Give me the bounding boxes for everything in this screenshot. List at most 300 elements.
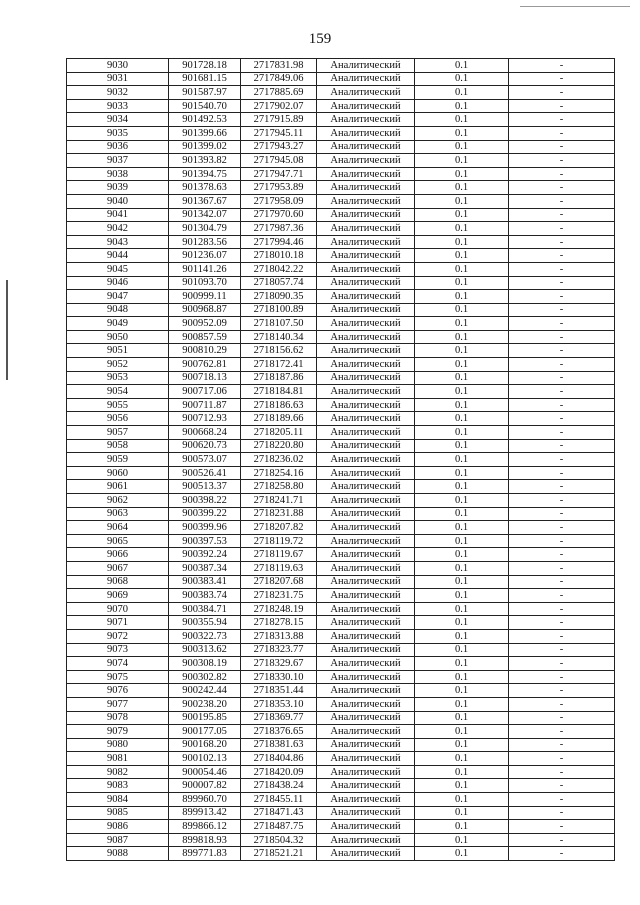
y-coordinate-cell: 2718455.11 xyxy=(241,793,317,807)
table-row xyxy=(67,59,615,73)
method-cell: Аналитический xyxy=(317,303,415,317)
table-row xyxy=(67,72,615,86)
method-cell: Аналитический xyxy=(317,684,415,698)
note-cell: - xyxy=(509,589,615,603)
y-coordinate-cell: 2718258.80 xyxy=(241,480,317,494)
method-cell: Аналитический xyxy=(317,738,415,752)
x-coordinate-cell: 900313.62 xyxy=(169,643,241,657)
y-coordinate-cell: 2718010.18 xyxy=(241,249,317,263)
y-coordinate-cell: 2718351.44 xyxy=(241,684,317,698)
accuracy-cell: 0.1 xyxy=(415,806,509,820)
point-number-cell: 9059 xyxy=(67,453,169,467)
x-coordinate-cell: 901399.02 xyxy=(169,140,241,154)
accuracy-cell: 0.1 xyxy=(415,249,509,263)
x-coordinate-cell: 901236.07 xyxy=(169,249,241,263)
point-number-cell: 9050 xyxy=(67,330,169,344)
y-coordinate-cell: 2718376.65 xyxy=(241,725,317,739)
table-row xyxy=(67,344,615,358)
y-coordinate-cell: 2717987.36 xyxy=(241,222,317,236)
y-coordinate-cell: 2717947.71 xyxy=(241,167,317,181)
y-coordinate-cell: 2718184.81 xyxy=(241,385,317,399)
note-cell: - xyxy=(509,385,615,399)
point-number-cell: 9037 xyxy=(67,154,169,168)
note-cell: - xyxy=(509,154,615,168)
y-coordinate-cell: 2718140.34 xyxy=(241,330,317,344)
x-coordinate-cell: 900399.96 xyxy=(169,521,241,535)
point-number-cell: 9079 xyxy=(67,725,169,739)
accuracy-cell: 0.1 xyxy=(415,616,509,630)
note-cell: - xyxy=(509,72,615,86)
method-cell: Аналитический xyxy=(317,194,415,208)
accuracy-cell: 0.1 xyxy=(415,629,509,643)
point-number-cell: 9086 xyxy=(67,820,169,834)
accuracy-cell: 0.1 xyxy=(415,820,509,834)
y-coordinate-cell: 2718231.88 xyxy=(241,507,317,521)
table-row xyxy=(67,548,615,562)
table-row xyxy=(67,738,615,752)
note-cell: - xyxy=(509,738,615,752)
method-cell: Аналитический xyxy=(317,833,415,847)
point-number-cell: 9038 xyxy=(67,167,169,181)
table-row xyxy=(67,126,615,140)
accuracy-cell: 0.1 xyxy=(415,711,509,725)
note-cell: - xyxy=(509,303,615,317)
note-cell: - xyxy=(509,806,615,820)
table-row xyxy=(67,466,615,480)
point-number-cell: 9049 xyxy=(67,317,169,331)
y-coordinate-cell: 2718313.88 xyxy=(241,629,317,643)
x-coordinate-cell: 900952.09 xyxy=(169,317,241,331)
y-coordinate-cell: 2718220.80 xyxy=(241,439,317,453)
note-cell: - xyxy=(509,276,615,290)
y-coordinate-cell: 2717915.89 xyxy=(241,113,317,127)
x-coordinate-cell: 899960.70 xyxy=(169,793,241,807)
accuracy-cell: 0.1 xyxy=(415,126,509,140)
point-number-cell: 9078 xyxy=(67,711,169,725)
table-row xyxy=(67,154,615,168)
point-number-cell: 9036 xyxy=(67,140,169,154)
accuracy-cell: 0.1 xyxy=(415,86,509,100)
x-coordinate-cell: 901342.07 xyxy=(169,208,241,222)
accuracy-cell: 0.1 xyxy=(415,548,509,562)
point-number-cell: 9084 xyxy=(67,793,169,807)
table-row xyxy=(67,616,615,630)
note-cell: - xyxy=(509,752,615,766)
y-coordinate-cell: 2718057.74 xyxy=(241,276,317,290)
method-cell: Аналитический xyxy=(317,534,415,548)
table-row xyxy=(67,426,615,440)
method-cell: Аналитический xyxy=(317,657,415,671)
note-cell: - xyxy=(509,249,615,263)
note-cell: - xyxy=(509,697,615,711)
y-coordinate-cell: 2718438.24 xyxy=(241,779,317,793)
accuracy-cell: 0.1 xyxy=(415,412,509,426)
note-cell: - xyxy=(509,59,615,73)
point-number-cell: 9054 xyxy=(67,385,169,399)
method-cell: Аналитический xyxy=(317,521,415,535)
y-coordinate-cell: 2717994.46 xyxy=(241,235,317,249)
note-cell: - xyxy=(509,86,615,100)
point-number-cell: 9043 xyxy=(67,235,169,249)
y-coordinate-cell: 2718236.02 xyxy=(241,453,317,467)
table-row xyxy=(67,657,615,671)
method-cell: Аналитический xyxy=(317,330,415,344)
x-coordinate-cell: 901367.67 xyxy=(169,194,241,208)
point-number-cell: 9075 xyxy=(67,670,169,684)
table-row xyxy=(67,317,615,331)
table-row xyxy=(67,371,615,385)
x-coordinate-cell: 900168.20 xyxy=(169,738,241,752)
x-coordinate-cell: 900712.93 xyxy=(169,412,241,426)
table-row xyxy=(67,167,615,181)
x-coordinate-cell: 901304.79 xyxy=(169,222,241,236)
x-coordinate-cell: 900717.06 xyxy=(169,385,241,399)
method-cell: Аналитический xyxy=(317,235,415,249)
note-cell: - xyxy=(509,643,615,657)
method-cell: Аналитический xyxy=(317,86,415,100)
point-number-cell: 9053 xyxy=(67,371,169,385)
x-coordinate-cell: 900999.11 xyxy=(169,290,241,304)
accuracy-cell: 0.1 xyxy=(415,466,509,480)
method-cell: Аналитический xyxy=(317,276,415,290)
note-cell: - xyxy=(509,398,615,412)
point-number-cell: 9061 xyxy=(67,480,169,494)
point-number-cell: 9056 xyxy=(67,412,169,426)
x-coordinate-cell: 900399.22 xyxy=(169,507,241,521)
y-coordinate-cell: 2718420.09 xyxy=(241,765,317,779)
note-cell: - xyxy=(509,847,615,861)
y-coordinate-cell: 2718353.10 xyxy=(241,697,317,711)
note-cell: - xyxy=(509,629,615,643)
accuracy-cell: 0.1 xyxy=(415,589,509,603)
point-number-cell: 9076 xyxy=(67,684,169,698)
accuracy-cell: 0.1 xyxy=(415,181,509,195)
y-coordinate-cell: 2718100.89 xyxy=(241,303,317,317)
x-coordinate-cell: 900810.29 xyxy=(169,344,241,358)
accuracy-cell: 0.1 xyxy=(415,534,509,548)
note-cell: - xyxy=(509,439,615,453)
x-coordinate-cell: 901394.75 xyxy=(169,167,241,181)
x-coordinate-cell: 901283.56 xyxy=(169,235,241,249)
x-coordinate-cell: 900355.94 xyxy=(169,616,241,630)
table-row xyxy=(67,725,615,739)
y-coordinate-cell: 2718323.77 xyxy=(241,643,317,657)
accuracy-cell: 0.1 xyxy=(415,725,509,739)
table-row xyxy=(67,534,615,548)
table-row xyxy=(67,847,615,861)
y-coordinate-cell: 2718119.72 xyxy=(241,534,317,548)
y-coordinate-cell: 2717945.08 xyxy=(241,154,317,168)
point-number-cell: 9040 xyxy=(67,194,169,208)
accuracy-cell: 0.1 xyxy=(415,765,509,779)
point-number-cell: 9051 xyxy=(67,344,169,358)
table-row xyxy=(67,99,615,113)
method-cell: Аналитический xyxy=(317,670,415,684)
point-number-cell: 9074 xyxy=(67,657,169,671)
note-cell: - xyxy=(509,548,615,562)
note-cell: - xyxy=(509,561,615,575)
accuracy-cell: 0.1 xyxy=(415,154,509,168)
point-number-cell: 9030 xyxy=(67,59,169,73)
y-coordinate-cell: 2718471.43 xyxy=(241,806,317,820)
method-cell: Аналитический xyxy=(317,711,415,725)
binding-margin-mark xyxy=(6,280,8,380)
y-coordinate-cell: 2718189.66 xyxy=(241,412,317,426)
point-number-cell: 9082 xyxy=(67,765,169,779)
note-cell: - xyxy=(509,833,615,847)
point-number-cell: 9065 xyxy=(67,534,169,548)
x-coordinate-cell: 900383.41 xyxy=(169,575,241,589)
x-coordinate-cell: 900242.44 xyxy=(169,684,241,698)
y-coordinate-cell: 2718330.10 xyxy=(241,670,317,684)
accuracy-cell: 0.1 xyxy=(415,684,509,698)
point-number-cell: 9039 xyxy=(67,181,169,195)
note-cell: - xyxy=(509,208,615,222)
y-coordinate-cell: 2718487.75 xyxy=(241,820,317,834)
accuracy-cell: 0.1 xyxy=(415,602,509,616)
table-row xyxy=(67,222,615,236)
accuracy-cell: 0.1 xyxy=(415,779,509,793)
point-number-cell: 9060 xyxy=(67,466,169,480)
point-number-cell: 9032 xyxy=(67,86,169,100)
table-row xyxy=(67,779,615,793)
table-row xyxy=(67,398,615,412)
method-cell: Аналитический xyxy=(317,752,415,766)
note-cell: - xyxy=(509,725,615,739)
x-coordinate-cell: 900007.82 xyxy=(169,779,241,793)
y-coordinate-cell: 2717958.09 xyxy=(241,194,317,208)
note-cell: - xyxy=(509,765,615,779)
x-coordinate-cell: 900857.59 xyxy=(169,330,241,344)
table-row xyxy=(67,330,615,344)
x-coordinate-cell: 900711.87 xyxy=(169,398,241,412)
x-coordinate-cell: 900762.81 xyxy=(169,358,241,372)
method-cell: Аналитический xyxy=(317,317,415,331)
note-cell: - xyxy=(509,126,615,140)
note-cell: - xyxy=(509,534,615,548)
note-cell: - xyxy=(509,412,615,426)
accuracy-cell: 0.1 xyxy=(415,99,509,113)
coordinates-table-body xyxy=(67,59,615,861)
note-cell: - xyxy=(509,222,615,236)
table-row xyxy=(67,711,615,725)
note-cell: - xyxy=(509,820,615,834)
note-cell: - xyxy=(509,140,615,154)
accuracy-cell: 0.1 xyxy=(415,398,509,412)
y-coordinate-cell: 2718042.22 xyxy=(241,262,317,276)
x-coordinate-cell: 900397.53 xyxy=(169,534,241,548)
point-number-cell: 9057 xyxy=(67,426,169,440)
x-coordinate-cell: 900968.87 xyxy=(169,303,241,317)
table-row xyxy=(67,494,615,508)
note-cell: - xyxy=(509,480,615,494)
note-cell: - xyxy=(509,317,615,331)
coordinates-sheet xyxy=(66,58,614,861)
x-coordinate-cell: 901093.70 xyxy=(169,276,241,290)
y-coordinate-cell: 2718231.75 xyxy=(241,589,317,603)
point-number-cell: 9069 xyxy=(67,589,169,603)
note-cell: - xyxy=(509,99,615,113)
method-cell: Аналитический xyxy=(317,602,415,616)
table-row xyxy=(67,181,615,195)
x-coordinate-cell: 899866.12 xyxy=(169,820,241,834)
note-cell: - xyxy=(509,181,615,195)
y-coordinate-cell: 2718521.21 xyxy=(241,847,317,861)
y-coordinate-cell: 2717953.89 xyxy=(241,181,317,195)
y-coordinate-cell: 2718241.71 xyxy=(241,494,317,508)
method-cell: Аналитический xyxy=(317,765,415,779)
table-row xyxy=(67,412,615,426)
note-cell: - xyxy=(509,344,615,358)
note-cell: - xyxy=(509,453,615,467)
method-cell: Аналитический xyxy=(317,154,415,168)
accuracy-cell: 0.1 xyxy=(415,140,509,154)
point-number-cell: 9066 xyxy=(67,548,169,562)
method-cell: Аналитический xyxy=(317,629,415,643)
method-cell: Аналитический xyxy=(317,208,415,222)
table-row xyxy=(67,575,615,589)
table-row xyxy=(67,453,615,467)
table-row xyxy=(67,602,615,616)
method-cell: Аналитический xyxy=(317,59,415,73)
method-cell: Аналитический xyxy=(317,371,415,385)
point-number-cell: 9044 xyxy=(67,249,169,263)
method-cell: Аналитический xyxy=(317,575,415,589)
accuracy-cell: 0.1 xyxy=(415,793,509,807)
accuracy-cell: 0.1 xyxy=(415,738,509,752)
table-row xyxy=(67,208,615,222)
method-cell: Аналитический xyxy=(317,222,415,236)
x-coordinate-cell: 899818.93 xyxy=(169,833,241,847)
accuracy-cell: 0.1 xyxy=(415,521,509,535)
method-cell: Аналитический xyxy=(317,616,415,630)
accuracy-cell: 0.1 xyxy=(415,847,509,861)
method-cell: Аналитический xyxy=(317,290,415,304)
y-coordinate-cell: 2717970.60 xyxy=(241,208,317,222)
y-coordinate-cell: 2718504.32 xyxy=(241,833,317,847)
note-cell: - xyxy=(509,290,615,304)
point-number-cell: 9085 xyxy=(67,806,169,820)
point-number-cell: 9083 xyxy=(67,779,169,793)
y-coordinate-cell: 2717945.11 xyxy=(241,126,317,140)
note-cell: - xyxy=(509,494,615,508)
table-row xyxy=(67,235,615,249)
x-coordinate-cell: 900308.19 xyxy=(169,657,241,671)
accuracy-cell: 0.1 xyxy=(415,575,509,589)
x-coordinate-cell: 901393.82 xyxy=(169,154,241,168)
accuracy-cell: 0.1 xyxy=(415,697,509,711)
table-row xyxy=(67,113,615,127)
y-coordinate-cell: 2718248.19 xyxy=(241,602,317,616)
note-cell: - xyxy=(509,235,615,249)
method-cell: Аналитический xyxy=(317,820,415,834)
x-coordinate-cell: 900387.34 xyxy=(169,561,241,575)
y-coordinate-cell: 2717831.98 xyxy=(241,59,317,73)
note-cell: - xyxy=(509,602,615,616)
method-cell: Аналитический xyxy=(317,507,415,521)
method-cell: Аналитический xyxy=(317,453,415,467)
note-cell: - xyxy=(509,711,615,725)
table-row xyxy=(67,439,615,453)
x-coordinate-cell: 900573.07 xyxy=(169,453,241,467)
method-cell: Аналитический xyxy=(317,725,415,739)
y-coordinate-cell: 2717902.07 xyxy=(241,99,317,113)
y-coordinate-cell: 2717885.69 xyxy=(241,86,317,100)
point-number-cell: 9081 xyxy=(67,752,169,766)
method-cell: Аналитический xyxy=(317,181,415,195)
table-row xyxy=(67,643,615,657)
y-coordinate-cell: 2718156.62 xyxy=(241,344,317,358)
method-cell: Аналитический xyxy=(317,426,415,440)
point-number-cell: 9034 xyxy=(67,113,169,127)
x-coordinate-cell: 899913.42 xyxy=(169,806,241,820)
table-row xyxy=(67,806,615,820)
method-cell: Аналитический xyxy=(317,262,415,276)
note-cell: - xyxy=(509,507,615,521)
method-cell: Аналитический xyxy=(317,99,415,113)
x-coordinate-cell: 900054.46 xyxy=(169,765,241,779)
note-cell: - xyxy=(509,426,615,440)
method-cell: Аналитический xyxy=(317,249,415,263)
accuracy-cell: 0.1 xyxy=(415,72,509,86)
table-row xyxy=(67,480,615,494)
accuracy-cell: 0.1 xyxy=(415,235,509,249)
x-coordinate-cell: 901587.97 xyxy=(169,86,241,100)
table-row xyxy=(67,140,615,154)
accuracy-cell: 0.1 xyxy=(415,833,509,847)
x-coordinate-cell: 900526.41 xyxy=(169,466,241,480)
table-row xyxy=(67,589,615,603)
point-number-cell: 9071 xyxy=(67,616,169,630)
accuracy-cell: 0.1 xyxy=(415,385,509,399)
method-cell: Аналитический xyxy=(317,480,415,494)
point-number-cell: 9062 xyxy=(67,494,169,508)
accuracy-cell: 0.1 xyxy=(415,480,509,494)
y-coordinate-cell: 2718172.41 xyxy=(241,358,317,372)
note-cell: - xyxy=(509,575,615,589)
point-number-cell: 9072 xyxy=(67,629,169,643)
point-number-cell: 9035 xyxy=(67,126,169,140)
accuracy-cell: 0.1 xyxy=(415,358,509,372)
x-coordinate-cell: 901399.66 xyxy=(169,126,241,140)
point-number-cell: 9077 xyxy=(67,697,169,711)
table-row xyxy=(67,521,615,535)
point-number-cell: 9031 xyxy=(67,72,169,86)
accuracy-cell: 0.1 xyxy=(415,167,509,181)
y-coordinate-cell: 2718207.82 xyxy=(241,521,317,535)
table-row xyxy=(67,507,615,521)
accuracy-cell: 0.1 xyxy=(415,222,509,236)
method-cell: Аналитический xyxy=(317,126,415,140)
note-cell: - xyxy=(509,779,615,793)
point-number-cell: 9048 xyxy=(67,303,169,317)
table-row xyxy=(67,290,615,304)
accuracy-cell: 0.1 xyxy=(415,453,509,467)
x-coordinate-cell: 900513.37 xyxy=(169,480,241,494)
x-coordinate-cell: 900177.05 xyxy=(169,725,241,739)
accuracy-cell: 0.1 xyxy=(415,344,509,358)
x-coordinate-cell: 900398.22 xyxy=(169,494,241,508)
point-number-cell: 9052 xyxy=(67,358,169,372)
method-cell: Аналитический xyxy=(317,167,415,181)
table-row xyxy=(67,765,615,779)
x-coordinate-cell: 900718.13 xyxy=(169,371,241,385)
table-row xyxy=(67,249,615,263)
accuracy-cell: 0.1 xyxy=(415,208,509,222)
method-cell: Аналитический xyxy=(317,643,415,657)
note-cell: - xyxy=(509,657,615,671)
y-coordinate-cell: 2718186.63 xyxy=(241,398,317,412)
